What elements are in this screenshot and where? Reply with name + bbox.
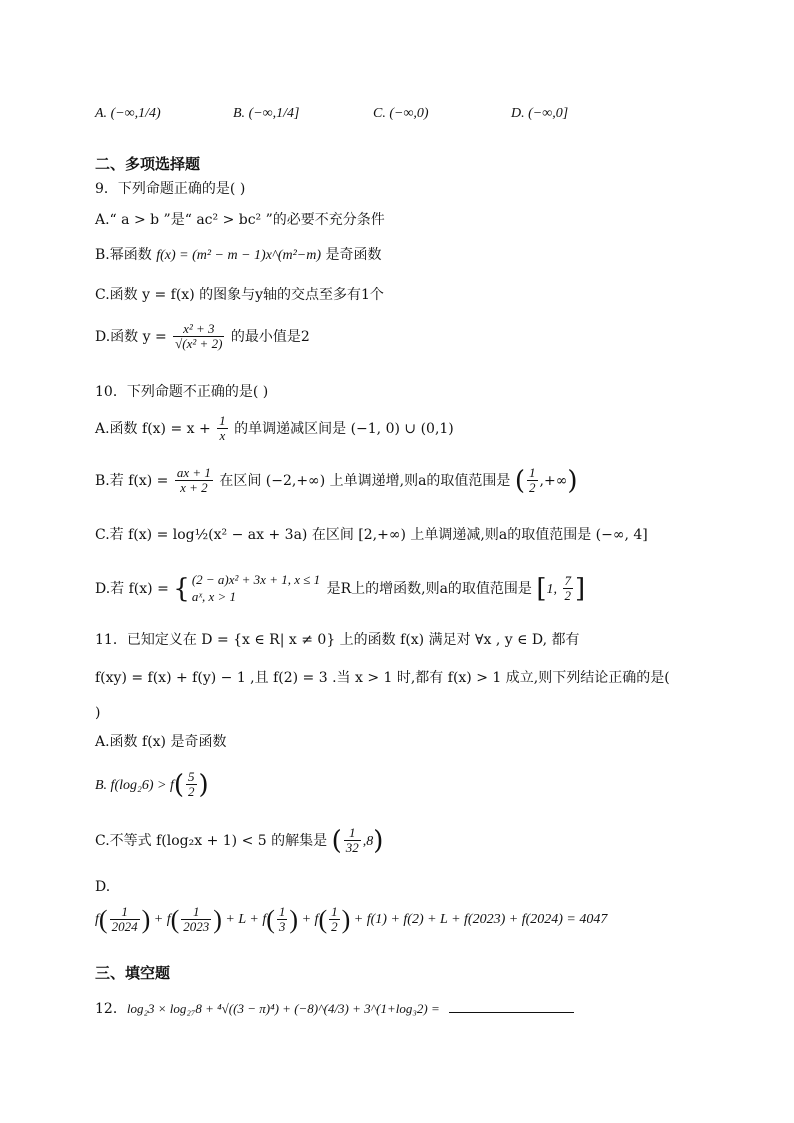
q10-d-prefix: D.若 f(x) = xyxy=(95,580,174,597)
q10-b-range-fraction xyxy=(527,466,538,496)
q11-option-d-expression: f( $\frac{1}{2024}$ ) + f( $\frac{1}{2023}$ ) + L + f( $\frac{1}{3}$ ) + f( $\frac{1}{2}$ ) + f(1) + f(2) + L + f(2023) + f(2024) = 4047 xyxy=(95,904,608,935)
q11-stem-line-2: f(xy) = f(x) + f(y) − 1 ,且 f(2) = 3 .当 x > 1 时,都有 f(x) > 1 成立,则下列结论正确的是( xyxy=(95,670,670,686)
q11-d-num-1: 1 xyxy=(110,905,140,920)
q11-d-num-2: 1 xyxy=(181,905,211,920)
option-c-math: (−∞,0) xyxy=(389,106,429,121)
option-a xyxy=(95,106,161,122)
q10-d-case-2: aˣ, x > 1 xyxy=(191,588,237,604)
q12-number: 12． xyxy=(95,1001,127,1017)
q11-d-ellipsis-1: + L + xyxy=(225,912,259,928)
q11-c-fraction xyxy=(344,826,361,856)
q10-d-range-fraction xyxy=(563,574,574,604)
q10-d-range-start: 1, xyxy=(546,581,561,597)
q11-d-den-1: 2024 xyxy=(111,919,138,935)
q11-d-den-2: 2023 xyxy=(183,919,210,935)
q9-option-c: C.函数 y = f(x) 的图象与y轴的交点至多有1个 xyxy=(95,287,384,303)
q12-line xyxy=(95,1002,574,1016)
option-d-label: D. xyxy=(511,106,525,121)
q11-option-c: C.不等式 f(log₂x + 1) < 5 的解集是 ( $\frac{1}{32}$ ,8) xyxy=(95,825,384,856)
option-d-math: (−∞,0] xyxy=(528,106,569,121)
q10-option-c: C.若 f(x) = log½(x² − ax + 3a) 在区间 [2,+∞) 上单调递减,则a的取值范围是 (−∞, 4] xyxy=(95,527,648,543)
q10-a-numerator: 1 xyxy=(219,413,226,428)
q11-d-f1: f xyxy=(95,912,99,928)
q10-option-a xyxy=(95,414,454,444)
q11-d-f2: f xyxy=(166,912,171,928)
q11-b-prefix: B. f(log₂6) > f xyxy=(95,777,174,793)
q9-b-prefix: B.幂函数 xyxy=(95,247,157,263)
q10-option-d: D.若 f(x) = { (2 − a)x² + 3x + 1, x ≤ 1 aˣ, x > 1 是R上的增函数,则a的取值范围是 [1, $\frac{7}{2}$ ] xyxy=(95,572,586,604)
option-c-label: C. xyxy=(373,106,386,121)
q12-expression: log₂3 × log₂₇8 + ⁴√((3 − π)⁴) + (−8)^(4/3) + 3^(1+log₃2) = xyxy=(126,1001,443,1016)
q9-d-prefix: D.函数 y = xyxy=(95,328,172,345)
q10-b-range-numerator: 1 xyxy=(529,465,536,480)
q11-b-numerator: 5 xyxy=(188,769,195,784)
q11-b-denominator: 2 xyxy=(188,784,195,800)
q11-d-den-4: 2 xyxy=(331,919,338,935)
q11-d-fraction-3 xyxy=(277,905,288,935)
q10-b-fraction xyxy=(175,466,213,496)
q10-d-case-1: (2 − a)x² + 3x + 1, x ≤ 1 xyxy=(191,572,321,587)
q12-answer-blank xyxy=(449,1012,574,1013)
q11-d-num-4: 1 xyxy=(331,904,338,919)
q9-option-b xyxy=(95,248,381,263)
q11-d-num-3: 1 xyxy=(278,904,286,919)
q10-option-b: B.若 f(x) = $\frac{ax + 1}{x + 2}$ 在区间 (−2,+∞) 上单调递增,则a的取值范围是 ( $\frac{1}{2}$ ,+∞) xyxy=(95,465,578,496)
q9-d-fraction xyxy=(173,322,224,352)
q11-c-numerator: 1 xyxy=(344,826,361,841)
section-heading-fill-in: 三、填空题 xyxy=(95,964,171,982)
q11-b-fraction xyxy=(186,770,197,800)
q10-a-fraction xyxy=(217,414,228,444)
q10-d-range-numerator: 7 xyxy=(564,573,572,589)
option-a-label: A. xyxy=(95,106,108,121)
q11-d-den-3: 3 xyxy=(278,919,286,935)
q9-d-denominator: √(x² + 2) xyxy=(175,336,223,352)
section-heading-multiple-choice: 二、多项选择题 xyxy=(95,155,201,173)
q11-option-a: A.函数 f(x) 是奇函数 xyxy=(95,734,227,750)
option-b-math: (−∞,1/4] xyxy=(248,106,300,121)
q10-d-range-denominator: 2 xyxy=(564,588,572,604)
q11-d-fraction-2 xyxy=(181,905,211,935)
option-c xyxy=(373,106,429,122)
q10-a-suffix: 的单调递减区间是 (−1, 0) ∪ (0,1) xyxy=(229,420,454,437)
q10-b-mid: 在区间 (−2,+∞) 上单调递增,则a的取值范围是 xyxy=(214,472,515,489)
option-a-math: (−∞,1/4) xyxy=(110,106,161,121)
q10-b-denominator: x + 2 xyxy=(180,480,208,496)
q9-option-a: A.“ a > b ”是“ ac² > bc² ”的必要不充分条件 xyxy=(95,212,385,228)
q9-b-suffix: 是奇函数 xyxy=(321,247,382,263)
q9-d-numerator: x² + 3 xyxy=(173,322,224,337)
q11-d-f3: f xyxy=(262,912,267,928)
q11-c-denominator: 32 xyxy=(345,840,359,856)
q9-b-math: f(x) = (m² − m − 1)x^(m²−m) xyxy=(156,248,322,263)
q10-b-range-end: ,+∞ xyxy=(539,472,568,489)
q11-option-b: B. f(log₂6) > f( $\frac{5}{2}$ ) xyxy=(95,769,209,800)
q11-stem-line-3: ) xyxy=(95,705,101,721)
q11-d-fraction-1 xyxy=(110,905,140,935)
q11-d-tail: + f(1) + f(2) + L + f(2023) + f(2024) = 4047 xyxy=(353,912,608,928)
q11-c-end: ,8 xyxy=(362,833,374,849)
option-d xyxy=(511,106,568,122)
option-b-label: B. xyxy=(233,106,246,121)
q10-stem: 10．下列命题不正确的是( ) xyxy=(95,384,269,400)
q10-b-range-denominator: 2 xyxy=(529,480,536,496)
q10-a-prefix: A.函数 f(x) = x + xyxy=(95,420,216,437)
q9-d-suffix: 的最小值是2 xyxy=(226,328,310,345)
q9-stem: 9．下列命题正确的是( ) xyxy=(95,181,246,197)
q11-d-f4: f xyxy=(314,912,319,928)
q10-b-numerator: ax + 1 xyxy=(176,465,211,480)
q10-d-mid: 是R上的增函数,则a的取值范围是 xyxy=(322,580,537,597)
q10-b-prefix: B.若 f(x) = xyxy=(95,472,173,489)
q11-stem-line-1: 11．已知定义在 D = {x ∈ R| x ≠ 0} 上的函数 f(x) 满足对 ∀x , y ∈ D, 都有 xyxy=(95,632,580,648)
q10-d-piecewise xyxy=(192,572,320,606)
q9-option-d xyxy=(95,322,310,352)
q10-a-denominator: x xyxy=(219,428,226,444)
q11-c-prefix: C.不等式 f(log₂x + 1) < 5 的解集是 xyxy=(95,832,332,849)
q11-option-d-label: D. xyxy=(95,879,111,895)
q11-d-fraction-4 xyxy=(329,905,340,935)
option-b xyxy=(233,106,300,122)
